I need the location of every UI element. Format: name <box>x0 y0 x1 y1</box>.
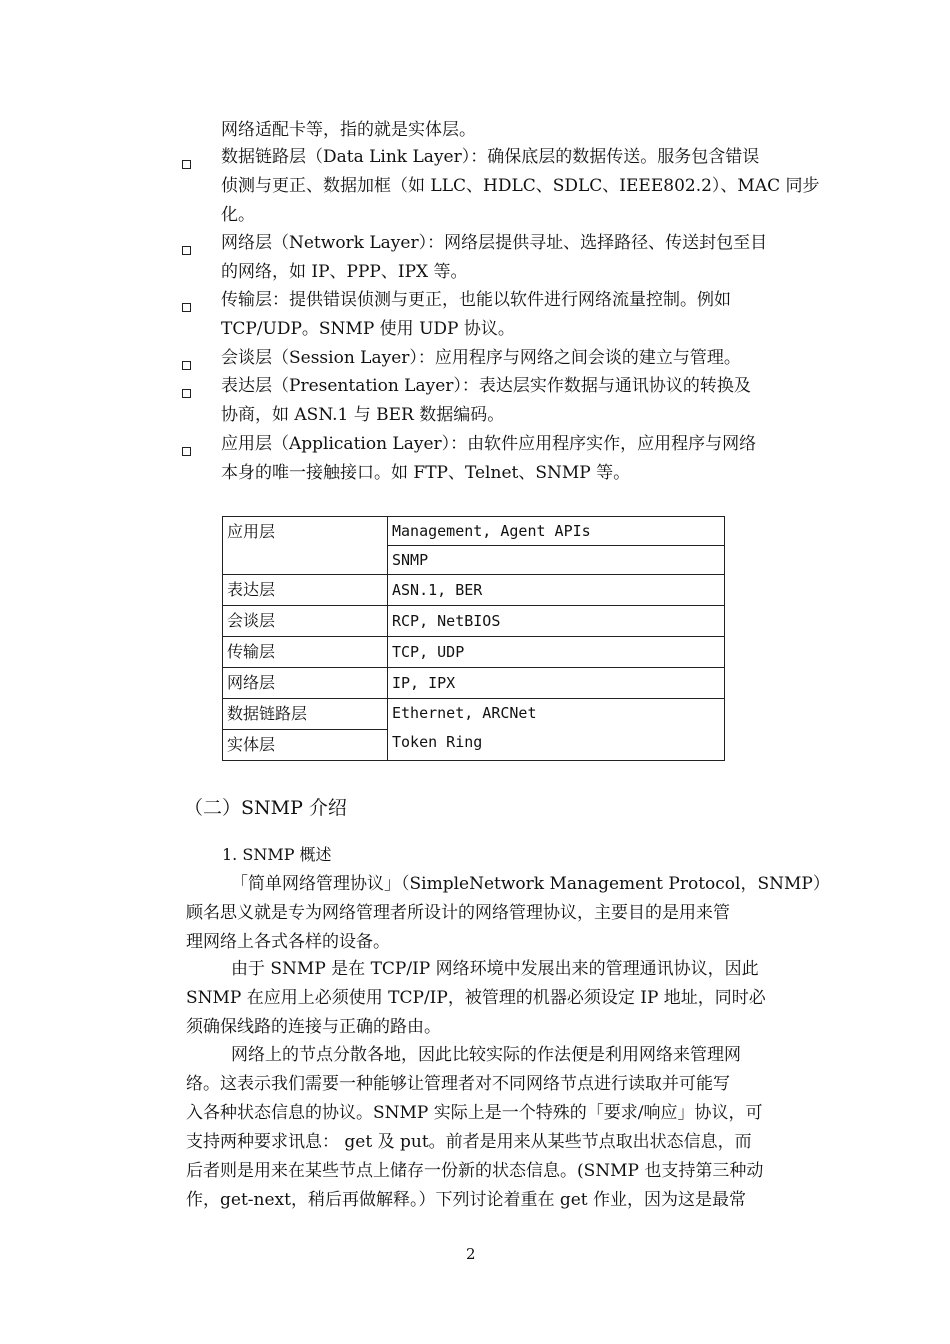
layer-cell: 实体层 <box>223 730 388 761</box>
table-row <box>223 637 725 668</box>
bullet-square-icon <box>182 160 191 169</box>
list-item-line: 数据链路层（Data Link Layer）：确保底层的数据传送。服务包含错误 <box>221 147 760 167</box>
table-row <box>223 606 725 637</box>
protocol-cell: RCP, NetBIOS <box>388 606 725 637</box>
bullet-square-icon <box>182 389 191 398</box>
bullet-square-icon <box>182 303 191 312</box>
list-item-line: 侦测与更正、数据加框（如 LLC、HDLC、SDLC、IEEE802.2）、MAC 同步 <box>221 176 820 196</box>
osi-protocol-table <box>222 516 725 761</box>
protocol-line: Token Ring <box>392 733 483 751</box>
layer-cell: 应用层 <box>223 517 388 575</box>
paragraph-line: 后者则是用来在某些节点上储存一份新的状态信息。(SNMP 也支持第三种动 <box>186 1161 764 1181</box>
paragraph-line: 须确保线路的连接与正确的路由。 <box>186 1017 441 1037</box>
layer-cell: 表达层 <box>223 575 388 606</box>
table-row <box>223 668 725 699</box>
paragraph-line: 作，get-next，稍后再做解释。）下列讨论着重在 get 作业，因为这是最常 <box>186 1190 747 1210</box>
layer-cell: 传输层 <box>223 637 388 668</box>
page-number: 2 <box>466 1245 476 1263</box>
list-item-line: 应用层（Application Layer）：由软件应用程序实作，应用程序与网络 <box>221 434 757 454</box>
layer-cell: 网络层 <box>223 668 388 699</box>
protocol-cell: ASN.1, BER <box>388 575 725 606</box>
paragraph-line: 网络上的节点分散各地，因此比较实际的作法便是利用网络来管理网 <box>231 1045 741 1065</box>
protocol-cell: TCP, UDP <box>388 637 725 668</box>
section-title: （二）SNMP 介绍 <box>184 797 347 819</box>
table-row <box>223 517 725 546</box>
protocol-cell: Management, Agent APIs <box>388 517 725 546</box>
subsection-title: 1. SNMP 概述 <box>222 845 332 864</box>
list-item-line: 传输层：提供错误侦测与更正，也能以软件进行网络流量控制。例如 <box>221 290 731 310</box>
list-item-line: 化。 <box>221 205 255 225</box>
list-item-line: 本身的唯一接触接口。如 FTP、Telnet、SNMP 等。 <box>221 463 631 483</box>
paragraph-line: 入各种状态信息的协议。SNMP 实际上是一个特殊的「要求/响应」协议，可 <box>186 1103 763 1123</box>
protocol-cell: IP, IPX <box>388 668 725 699</box>
bullet-square-icon <box>182 246 191 255</box>
paragraph-line: 理网络上各式各样的设备。 <box>186 932 390 952</box>
paragraph-line: 由于 SNMP 是在 TCP/IP 网络环境中发展出来的管理通讯协议，因此 <box>231 959 759 979</box>
list-item-line: 会谈层（Session Layer）：应用程序与网络之间会谈的建立与管理。 <box>221 348 741 368</box>
bullet-square-icon <box>182 361 191 370</box>
layer-cell: 数据链路层 <box>223 699 388 730</box>
list-item-line: 的网络，如 IP、PPP、IPX 等。 <box>221 262 468 282</box>
paragraph-line: 支持两种要求讯息： get 及 put。前者是用来从某些节点取出状态信息，而 <box>186 1132 752 1152</box>
list-item-line: 网络层（Network Layer）：网络层提供寻址、选择路径、传送封包至目 <box>221 233 768 253</box>
list-item-line: 协商，如 ASN.1 与 BER 数据编码。 <box>221 405 505 425</box>
paragraph-line: 络。这表示我们需要一种能够让管理者对不同网络节点进行读取并可能写 <box>186 1074 730 1094</box>
list-item-line: 网络适配卡等，指的就是实体层。 <box>221 120 476 140</box>
table-row <box>223 575 725 606</box>
paragraph-line: 顾名思义就是专为网络管理者所设计的网络管理协议，主要目的是用来管 <box>186 903 730 923</box>
paragraph-line: SNMP 在应用上必须使用 TCP/IP，被管理的机器必须设定 IP 地址，同时必 <box>186 988 766 1008</box>
list-item-line: 表达层（Presentation Layer）：表达层实作数据与通讯协议的转换及 <box>221 376 751 396</box>
layer-cell: 会谈层 <box>223 606 388 637</box>
paragraph-line: 「简单网络管理协议」（SimpleNetwork Management Protocol，SNMP） <box>231 874 830 894</box>
table-row <box>223 699 725 730</box>
bullet-square-icon <box>182 447 191 456</box>
list-item-line: TCP/UDP。SNMP 使用 UDP 协议。 <box>221 319 515 339</box>
protocol-cell: SNMP <box>388 546 725 575</box>
protocol-cell <box>388 699 725 761</box>
protocol-line: Ethernet, ARCNet <box>392 704 537 722</box>
